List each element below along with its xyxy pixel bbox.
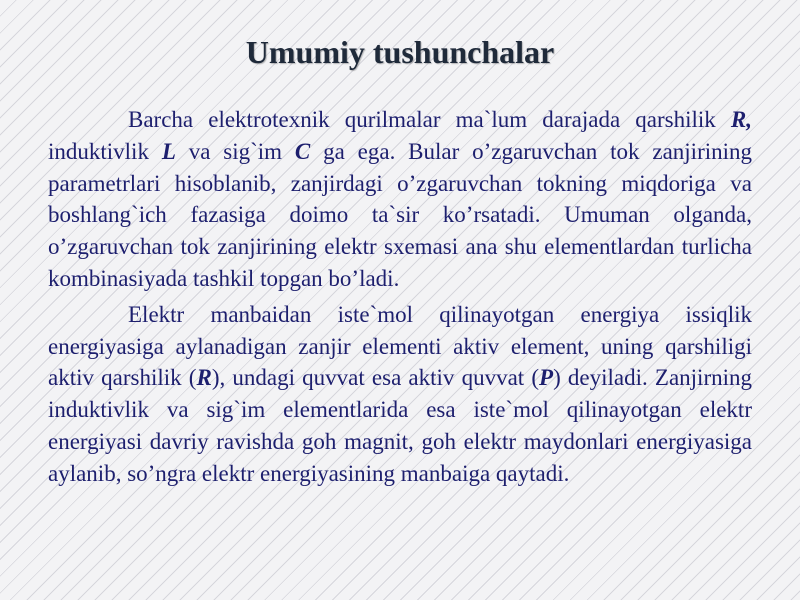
slide-body bbox=[48, 104, 752, 490]
paragraph-2-text-1: Elektr manbaidan iste`mol qilinayotgan energiya issiqlik energiyasiga aylanadigan zanjir elementi aktiv element, uning qarshiligi aktiv qarshilik ( bbox=[48, 301, 752, 391]
paragraph-2-text-3: ) deyiladi. Zanjirning induktivlik va sig`im elementlarida esa iste`mol qilinayotgan elektr energiyasi davriy ravishda goh magnit, goh elektr maydonlari energiyasiga aylanib, so’ngra elektr energiyasining manbaiga qaytadi. bbox=[48, 365, 752, 486]
paragraph-2 bbox=[48, 299, 752, 490]
slide-title: Umumiy tushunchalar bbox=[245, 34, 555, 70]
symbol-capacitance: C bbox=[294, 138, 311, 164]
symbol-resistance: R, bbox=[730, 107, 752, 132]
paragraph-1-text-4: ga ega. Bular o’zgaruvchan tok zanjirining parametrlari hisoblanib, zanjirdagi o’zgaruvchan tokning miqdoriga va boshlang`ich fazasiga doimo ta`sir ko’rsatadi. Umuman olganda, o’zgaruvchan tok zanjirining elektr sxemasi ana shu elementlardan turlicha kombinasiyada tashkil topgan bo’ladi. bbox=[48, 138, 753, 291]
symbol-active-power: P bbox=[539, 365, 554, 391]
paragraph-1-text-3: va sig`im bbox=[175, 138, 295, 164]
paragraph-2-text-2: ), undagi quvvat esa aktiv quvvat ( bbox=[211, 365, 540, 391]
paragraph-1 bbox=[48, 104, 752, 295]
paragraph-1-text-2: induktivlik bbox=[48, 138, 162, 164]
paragraph-1-text-1: Barcha elektrotexnik qurilmalar ma`lum darajada qarshilik bbox=[128, 107, 731, 132]
symbol-inductance: L bbox=[161, 138, 176, 164]
symbol-active-resistance: R bbox=[196, 365, 212, 391]
